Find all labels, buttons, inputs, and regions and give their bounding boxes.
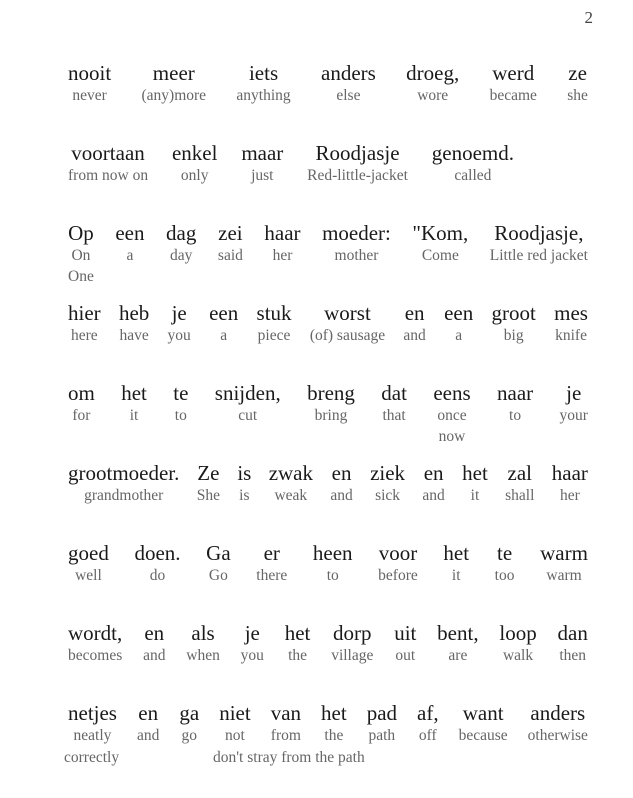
dutch-word: en bbox=[138, 701, 159, 725]
text-line bbox=[68, 300, 588, 346]
word-pair bbox=[558, 620, 588, 666]
dutch-word: snijden, bbox=[214, 381, 281, 405]
english-gloss: is bbox=[239, 487, 250, 504]
english-gloss: you bbox=[240, 647, 264, 664]
word-pair bbox=[137, 700, 159, 746]
word-pair bbox=[403, 300, 425, 346]
english-gloss: otherwise bbox=[527, 727, 588, 744]
english-gloss: her bbox=[272, 247, 293, 264]
text-line bbox=[68, 60, 588, 106]
english-gloss: are bbox=[448, 647, 468, 664]
english-gloss: shall bbox=[505, 487, 535, 504]
english-gloss: because bbox=[458, 727, 508, 744]
word-pair bbox=[68, 140, 148, 186]
english-gloss: Red-little-jacket bbox=[307, 167, 408, 184]
word-pair bbox=[459, 700, 508, 746]
word-pair bbox=[443, 540, 469, 586]
word-pair bbox=[257, 300, 292, 346]
dutch-word: maar bbox=[241, 141, 284, 165]
text-line bbox=[68, 380, 588, 448]
dutch-word: zwak bbox=[268, 461, 313, 485]
dutch-word: uit bbox=[394, 621, 417, 645]
word-pair bbox=[218, 220, 243, 288]
word-pair bbox=[68, 460, 179, 506]
dutch-word: "Kom, bbox=[412, 221, 469, 245]
english-gloss: the bbox=[288, 647, 308, 664]
word-pair bbox=[237, 460, 251, 506]
dutch-word: meer bbox=[152, 61, 195, 85]
word-pair bbox=[219, 700, 251, 746]
word-pair bbox=[68, 620, 122, 666]
word-pair bbox=[206, 540, 231, 586]
dutch-word: te bbox=[497, 541, 513, 565]
english-gloss: have bbox=[119, 327, 149, 344]
word-pair bbox=[241, 620, 264, 666]
dutch-word: stuk bbox=[256, 301, 292, 325]
dutch-word: te bbox=[173, 381, 189, 405]
english-gloss: neatly bbox=[73, 727, 112, 744]
dutch-word: voor bbox=[378, 541, 418, 565]
word-pair bbox=[394, 620, 416, 666]
english-gloss: mother bbox=[334, 247, 379, 264]
word-pair bbox=[495, 540, 515, 586]
text-line bbox=[68, 620, 588, 666]
dutch-word: het bbox=[121, 381, 147, 405]
dutch-word: iets bbox=[248, 61, 279, 85]
word-pair bbox=[271, 700, 301, 746]
dutch-word: je bbox=[244, 621, 260, 645]
dutch-word: ga bbox=[179, 701, 200, 725]
dutch-word: enkel bbox=[171, 141, 218, 165]
dutch-word: Roodjasje, bbox=[494, 221, 584, 245]
word-pair bbox=[310, 300, 385, 346]
word-pair bbox=[68, 700, 117, 746]
page-number: 2 bbox=[584, 8, 593, 27]
english-gloss: it bbox=[129, 407, 139, 424]
english-gloss: not bbox=[225, 727, 245, 744]
dutch-word: grootmoeder. bbox=[68, 461, 180, 485]
dutch-word: en bbox=[144, 621, 165, 645]
word-pair bbox=[412, 220, 468, 288]
word-pair bbox=[490, 60, 537, 106]
word-pair bbox=[497, 380, 533, 448]
word-pair bbox=[68, 540, 109, 586]
word-pair bbox=[321, 60, 376, 106]
word-pair bbox=[505, 460, 534, 506]
word-pair bbox=[215, 380, 281, 448]
word-pair bbox=[186, 620, 220, 666]
dutch-word: wordt, bbox=[68, 621, 123, 645]
english-gloss: cut bbox=[238, 407, 258, 424]
english-gloss: and bbox=[330, 487, 353, 504]
english-gloss: for bbox=[72, 407, 91, 424]
dutch-word: eens bbox=[433, 381, 471, 405]
word-pair bbox=[490, 220, 588, 288]
word-pair bbox=[437, 620, 478, 666]
english-gloss: path bbox=[368, 727, 396, 744]
english-gloss: to bbox=[509, 407, 522, 424]
gloss-extra-correctly: correctly bbox=[64, 749, 120, 766]
text-line bbox=[68, 220, 588, 288]
word-pair bbox=[68, 300, 101, 346]
dutch-word: worst bbox=[324, 301, 371, 325]
english-gloss: and bbox=[143, 647, 166, 664]
word-pair bbox=[331, 620, 373, 666]
dutch-word: het bbox=[443, 541, 470, 565]
dutch-word: hier bbox=[68, 301, 101, 325]
english-gloss: the bbox=[324, 727, 344, 744]
english-gloss: a bbox=[220, 327, 228, 344]
dutch-word: een bbox=[115, 221, 145, 245]
english-gloss: village bbox=[331, 647, 374, 664]
word-pair bbox=[285, 620, 311, 666]
word-pair bbox=[499, 620, 536, 666]
english-gloss: becomes bbox=[68, 647, 123, 664]
dutch-word: anders bbox=[530, 701, 586, 725]
dutch-word: zal bbox=[507, 461, 533, 485]
dutch-word: breng bbox=[307, 381, 355, 405]
english-gloss: off bbox=[418, 727, 437, 744]
word-pair bbox=[560, 380, 588, 448]
dutch-word: het bbox=[462, 461, 488, 485]
text-line bbox=[68, 700, 588, 746]
word-pair bbox=[370, 460, 405, 506]
dutch-word: goed bbox=[68, 541, 109, 565]
dutch-word: werd bbox=[492, 61, 535, 85]
word-pair bbox=[432, 140, 514, 186]
english-gloss: from bbox=[270, 727, 301, 744]
dutch-word: voortaan bbox=[71, 141, 145, 165]
dutch-word: een bbox=[444, 301, 474, 325]
word-pair bbox=[68, 220, 94, 288]
word-pair bbox=[119, 300, 149, 346]
dutch-word: warm bbox=[540, 541, 588, 565]
english-gloss: too bbox=[494, 567, 515, 584]
dutch-word: en bbox=[423, 461, 444, 485]
english-gloss: she bbox=[567, 87, 588, 104]
english-gloss: became bbox=[489, 87, 537, 104]
english-gloss: wore bbox=[417, 87, 449, 104]
english-gloss-alt: now bbox=[438, 428, 466, 445]
dutch-word: haar bbox=[551, 461, 588, 485]
word-pair bbox=[143, 620, 165, 666]
word-pair bbox=[322, 220, 391, 288]
dutch-word: heb bbox=[118, 301, 150, 325]
english-gloss: well bbox=[75, 567, 102, 584]
english-gloss: only bbox=[180, 167, 209, 184]
english-gloss: go bbox=[181, 727, 198, 744]
english-gloss: grandmother bbox=[84, 487, 164, 504]
english-gloss: once bbox=[437, 407, 467, 424]
english-gloss: Go bbox=[208, 567, 228, 584]
english-gloss: out bbox=[395, 647, 416, 664]
dutch-word: doen. bbox=[134, 541, 181, 565]
word-pair bbox=[433, 380, 470, 448]
word-pair bbox=[554, 300, 588, 346]
word-pair bbox=[134, 540, 180, 586]
word-pair bbox=[378, 540, 418, 586]
english-gloss: She bbox=[196, 487, 220, 504]
dutch-word: zei bbox=[218, 221, 243, 245]
english-gloss: and bbox=[422, 487, 445, 504]
word-pair bbox=[166, 220, 196, 288]
dutch-word: Ze bbox=[197, 461, 220, 485]
dutch-word: dorp bbox=[333, 621, 372, 645]
english-gloss: anything bbox=[236, 87, 291, 104]
word-pair bbox=[444, 300, 473, 346]
word-pair bbox=[552, 460, 588, 506]
word-pair bbox=[179, 700, 199, 746]
word-pair bbox=[307, 140, 408, 186]
text-line bbox=[68, 140, 514, 186]
word-pair bbox=[68, 380, 95, 448]
word-pair bbox=[330, 460, 352, 506]
word-pair bbox=[422, 460, 444, 506]
english-gloss: Little red jacket bbox=[489, 247, 588, 264]
word-pair bbox=[172, 140, 217, 186]
english-gloss: her bbox=[559, 487, 580, 504]
dutch-word: Op bbox=[68, 221, 94, 245]
gloss-extra-dont-stray: don't stray from the path bbox=[213, 749, 365, 766]
english-gloss: (of) sausage bbox=[309, 327, 386, 344]
word-pair bbox=[68, 60, 111, 106]
english-gloss: warm bbox=[546, 567, 582, 584]
dutch-word: ziek bbox=[370, 461, 406, 485]
english-gloss: then bbox=[559, 647, 587, 664]
english-gloss: there bbox=[256, 567, 288, 584]
english-gloss: weak bbox=[274, 487, 308, 504]
dutch-word: je bbox=[566, 381, 582, 405]
word-pair bbox=[241, 140, 283, 186]
english-gloss: On bbox=[71, 247, 91, 264]
word-pair bbox=[381, 380, 407, 448]
english-gloss: and bbox=[136, 727, 160, 744]
word-pair bbox=[236, 60, 290, 106]
english-gloss: to bbox=[174, 407, 187, 424]
english-gloss: do bbox=[149, 567, 166, 584]
english-gloss: piece bbox=[257, 327, 291, 344]
english-gloss: when bbox=[186, 647, 220, 664]
word-pair bbox=[142, 60, 207, 106]
english-gloss: walk bbox=[502, 647, 534, 664]
english-gloss: else bbox=[336, 87, 361, 104]
dutch-word: moeder: bbox=[322, 221, 391, 245]
english-gloss: Come bbox=[421, 247, 459, 264]
dutch-word: netjes bbox=[68, 701, 117, 725]
word-pair bbox=[256, 540, 287, 586]
english-gloss: that bbox=[382, 407, 406, 424]
english-gloss: it bbox=[451, 567, 461, 584]
english-gloss: a bbox=[455, 327, 463, 344]
english-gloss: (any)more bbox=[141, 87, 207, 104]
dutch-word: er bbox=[263, 541, 280, 565]
dutch-word: nooit bbox=[68, 61, 112, 85]
dutch-word: haar bbox=[264, 221, 301, 245]
text-line bbox=[68, 540, 588, 586]
english-gloss: knife bbox=[555, 327, 587, 344]
dutch-word: want bbox=[462, 701, 504, 725]
english-gloss: it bbox=[470, 487, 480, 504]
word-pair bbox=[417, 700, 439, 746]
dutch-word: om bbox=[68, 381, 95, 405]
dutch-word: en bbox=[404, 301, 425, 325]
english-gloss: your bbox=[559, 407, 588, 424]
english-gloss: here bbox=[70, 327, 98, 344]
dutch-word: het bbox=[284, 621, 311, 645]
word-pair bbox=[567, 60, 588, 106]
english-gloss: a bbox=[126, 247, 134, 264]
word-pair bbox=[168, 300, 191, 346]
dutch-word: ze bbox=[568, 61, 587, 85]
word-pair bbox=[269, 460, 313, 506]
dutch-word: naar bbox=[497, 381, 534, 405]
dutch-word: af, bbox=[417, 701, 439, 725]
dutch-word: heen bbox=[312, 541, 353, 565]
dutch-word: een bbox=[209, 301, 239, 325]
dutch-word: als bbox=[191, 621, 215, 645]
text-line bbox=[68, 460, 588, 506]
word-pair bbox=[313, 540, 353, 586]
english-gloss: bring bbox=[314, 407, 348, 424]
word-pair bbox=[406, 60, 459, 106]
english-gloss: sick bbox=[375, 487, 401, 504]
dutch-word: genoemd. bbox=[431, 141, 514, 165]
word-pair bbox=[173, 380, 188, 448]
english-gloss: day bbox=[170, 247, 193, 264]
dutch-word: Roodjasje bbox=[315, 141, 400, 165]
english-gloss: before bbox=[378, 567, 418, 584]
english-gloss: and bbox=[403, 327, 426, 344]
english-gloss: you bbox=[167, 327, 191, 344]
dutch-word: pad bbox=[366, 701, 398, 725]
dutch-word: en bbox=[331, 461, 352, 485]
dutch-word: bent, bbox=[437, 621, 479, 645]
dutch-word: je bbox=[171, 301, 187, 325]
english-gloss: to bbox=[326, 567, 339, 584]
english-gloss: never bbox=[72, 87, 107, 104]
english-gloss: just bbox=[251, 167, 274, 184]
english-gloss: said bbox=[217, 247, 243, 264]
dutch-word: groot bbox=[491, 301, 536, 325]
dutch-word: dan bbox=[557, 621, 588, 645]
word-pair bbox=[115, 220, 144, 288]
dutch-word: het bbox=[321, 701, 347, 725]
dutch-word: anders bbox=[321, 61, 376, 85]
dutch-word: loop bbox=[499, 621, 537, 645]
english-gloss-alt: One bbox=[68, 268, 94, 285]
word-pair bbox=[492, 300, 536, 346]
dutch-word: dag bbox=[166, 221, 197, 245]
dutch-word: is bbox=[237, 461, 252, 485]
word-pair bbox=[197, 460, 220, 506]
dutch-word: droeg, bbox=[406, 61, 460, 85]
english-gloss: big bbox=[503, 327, 524, 344]
word-pair bbox=[321, 700, 347, 746]
word-pair bbox=[367, 700, 397, 746]
dutch-word: niet bbox=[219, 701, 251, 725]
dutch-word: van bbox=[270, 701, 302, 725]
dutch-word: dat bbox=[381, 381, 407, 405]
word-pair bbox=[528, 700, 588, 746]
word-pair bbox=[121, 380, 147, 448]
word-pair bbox=[540, 540, 588, 586]
dutch-word: Ga bbox=[206, 541, 231, 565]
word-pair bbox=[209, 300, 238, 346]
word-pair bbox=[264, 220, 300, 288]
word-pair bbox=[307, 380, 355, 448]
word-pair bbox=[462, 460, 488, 506]
english-gloss: from now on bbox=[68, 167, 149, 184]
english-gloss: called bbox=[454, 167, 492, 184]
dutch-word: mes bbox=[554, 301, 588, 325]
